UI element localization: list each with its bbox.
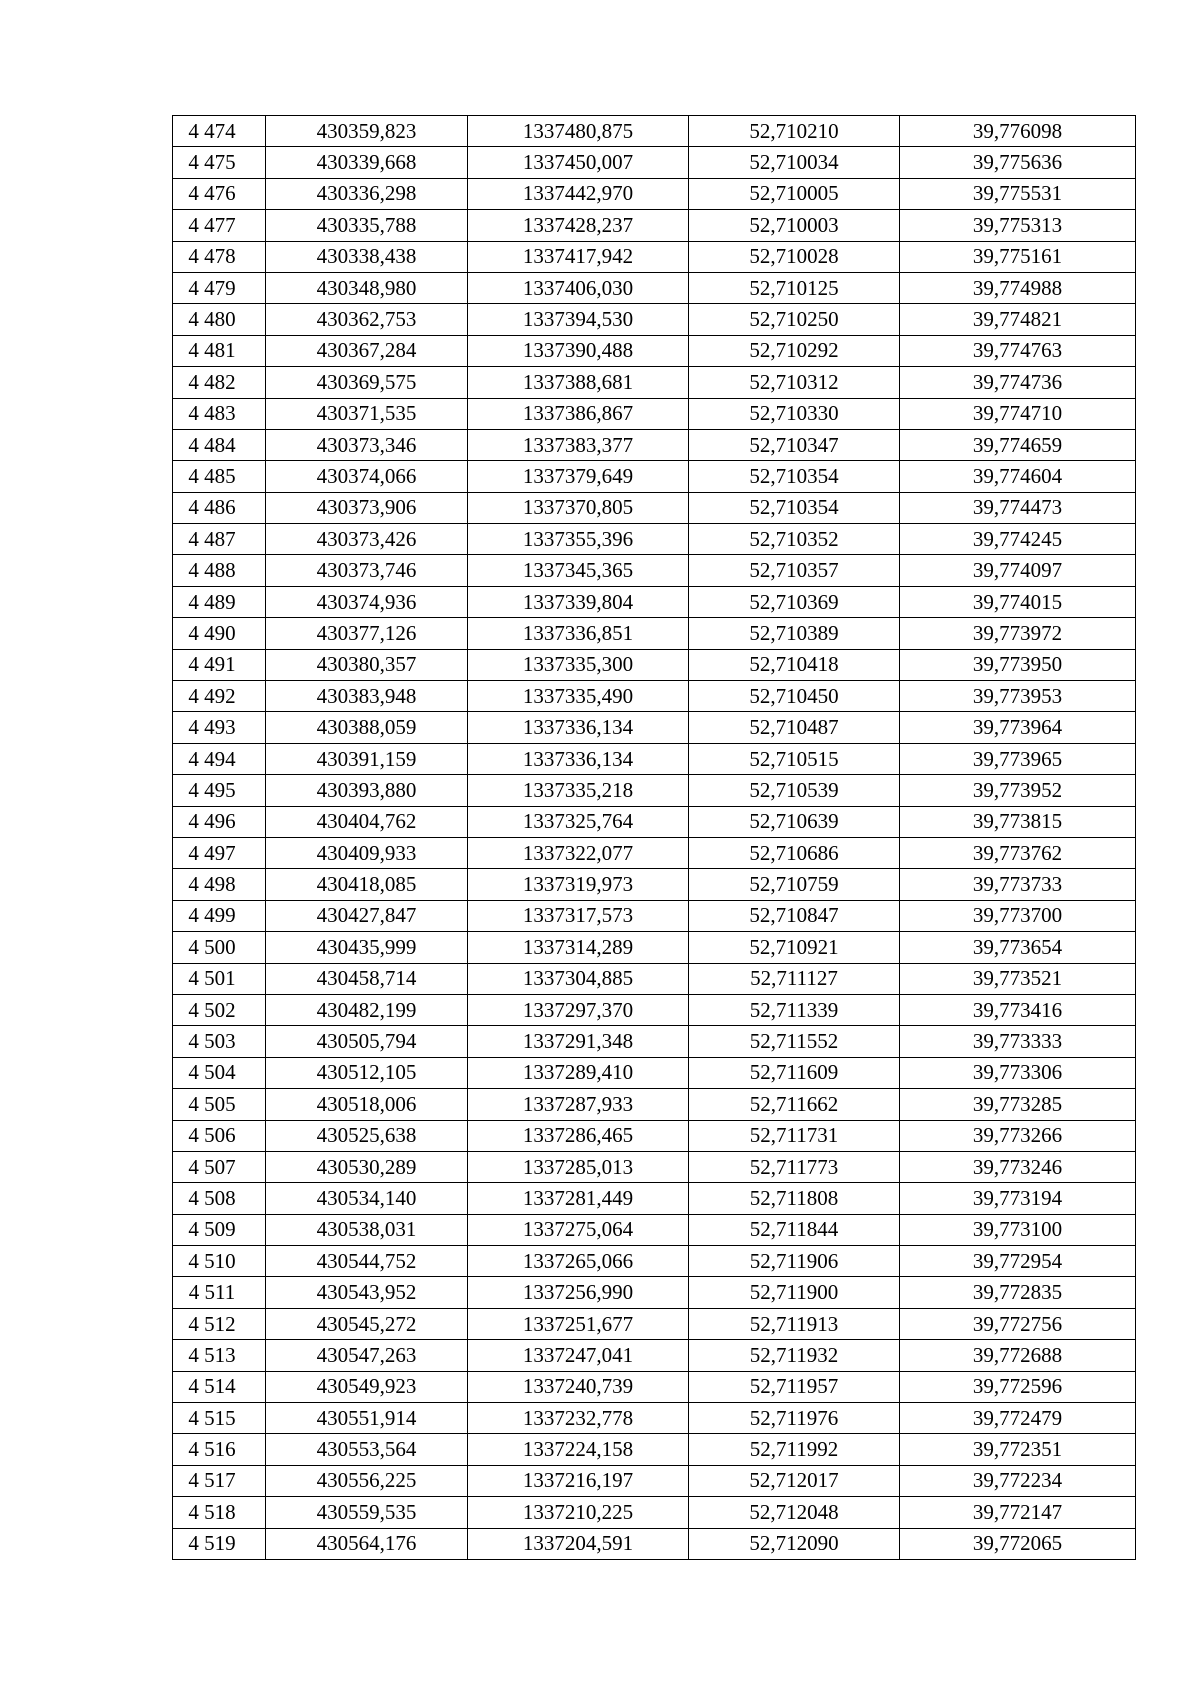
y-coordinate-cell: 1337336,134 xyxy=(468,743,689,774)
x-coordinate-cell: 430388,059 xyxy=(266,712,468,743)
point-number-cell: 4 486 xyxy=(173,492,266,523)
point-number-cell: 4 482 xyxy=(173,367,266,398)
table-row xyxy=(173,555,1136,586)
latitude-cell: 52,710250 xyxy=(689,304,900,335)
longitude-cell: 39,774763 xyxy=(900,335,1136,366)
table-row xyxy=(173,1151,1136,1182)
y-coordinate-cell: 1337247,041 xyxy=(468,1340,689,1371)
table-row xyxy=(173,524,1136,555)
longitude-cell: 39,772351 xyxy=(900,1434,1136,1465)
longitude-cell: 39,772835 xyxy=(900,1277,1136,1308)
x-coordinate-cell: 430544,752 xyxy=(266,1246,468,1277)
x-coordinate-cell: 430338,438 xyxy=(266,241,468,272)
y-coordinate-cell: 1337265,066 xyxy=(468,1246,689,1277)
table-row xyxy=(173,178,1136,209)
x-coordinate-cell: 430409,933 xyxy=(266,837,468,868)
x-coordinate-cell: 430373,746 xyxy=(266,555,468,586)
point-number-cell: 4 504 xyxy=(173,1057,266,1088)
latitude-cell: 52,711662 xyxy=(689,1089,900,1120)
y-coordinate-cell: 1337386,867 xyxy=(468,398,689,429)
latitude-cell: 52,710354 xyxy=(689,492,900,523)
x-coordinate-cell: 430505,794 xyxy=(266,1026,468,1057)
y-coordinate-cell: 1337204,591 xyxy=(468,1528,689,1559)
latitude-cell: 52,710005 xyxy=(689,178,900,209)
longitude-cell: 39,774245 xyxy=(900,524,1136,555)
y-coordinate-cell: 1337317,573 xyxy=(468,900,689,931)
y-coordinate-cell: 1337297,370 xyxy=(468,994,689,1025)
point-number-cell: 4 485 xyxy=(173,461,266,492)
y-coordinate-cell: 1337339,804 xyxy=(468,586,689,617)
longitude-cell: 39,773965 xyxy=(900,743,1136,774)
x-coordinate-cell: 430335,788 xyxy=(266,210,468,241)
point-number-cell: 4 516 xyxy=(173,1434,266,1465)
x-coordinate-cell: 430377,126 xyxy=(266,618,468,649)
point-number-cell: 4 518 xyxy=(173,1497,266,1528)
point-number-cell: 4 495 xyxy=(173,775,266,806)
latitude-cell: 52,710418 xyxy=(689,649,900,680)
point-number-cell: 4 492 xyxy=(173,681,266,712)
longitude-cell: 39,774097 xyxy=(900,555,1136,586)
y-coordinate-cell: 1337281,449 xyxy=(468,1183,689,1214)
latitude-cell: 52,711906 xyxy=(689,1246,900,1277)
x-coordinate-cell: 430383,948 xyxy=(266,681,468,712)
table-row xyxy=(173,335,1136,366)
x-coordinate-cell: 430518,006 xyxy=(266,1089,468,1120)
table-row xyxy=(173,1434,1136,1465)
point-number-cell: 4 488 xyxy=(173,555,266,586)
table-row xyxy=(173,398,1136,429)
y-coordinate-cell: 1337335,218 xyxy=(468,775,689,806)
longitude-cell: 39,772756 xyxy=(900,1308,1136,1339)
point-number-cell: 4 501 xyxy=(173,963,266,994)
longitude-cell: 39,774988 xyxy=(900,272,1136,303)
longitude-cell: 39,773733 xyxy=(900,869,1136,900)
latitude-cell: 52,711731 xyxy=(689,1120,900,1151)
table-row xyxy=(173,492,1136,523)
x-coordinate-cell: 430404,762 xyxy=(266,806,468,837)
x-coordinate-cell: 430359,823 xyxy=(266,116,468,147)
longitude-cell: 39,773521 xyxy=(900,963,1136,994)
point-number-cell: 4 499 xyxy=(173,900,266,931)
y-coordinate-cell: 1337417,942 xyxy=(468,241,689,272)
y-coordinate-cell: 1337335,300 xyxy=(468,649,689,680)
latitude-cell: 52,710357 xyxy=(689,555,900,586)
longitude-cell: 39,773654 xyxy=(900,932,1136,963)
latitude-cell: 52,710759 xyxy=(689,869,900,900)
point-number-cell: 4 478 xyxy=(173,241,266,272)
table-row xyxy=(173,1371,1136,1402)
x-coordinate-cell: 430348,980 xyxy=(266,272,468,303)
x-coordinate-cell: 430512,105 xyxy=(266,1057,468,1088)
longitude-cell: 39,773416 xyxy=(900,994,1136,1025)
x-coordinate-cell: 430418,085 xyxy=(266,869,468,900)
latitude-cell: 52,710487 xyxy=(689,712,900,743)
y-coordinate-cell: 1337480,875 xyxy=(468,116,689,147)
point-number-cell: 4 489 xyxy=(173,586,266,617)
latitude-cell: 52,710034 xyxy=(689,147,900,178)
latitude-cell: 52,710003 xyxy=(689,210,900,241)
latitude-cell: 52,711900 xyxy=(689,1277,900,1308)
table-row xyxy=(173,649,1136,680)
coordinates-table-body xyxy=(173,116,1136,1560)
x-coordinate-cell: 430374,936 xyxy=(266,586,468,617)
longitude-cell: 39,775636 xyxy=(900,147,1136,178)
longitude-cell: 39,773306 xyxy=(900,1057,1136,1088)
table-row xyxy=(173,963,1136,994)
x-coordinate-cell: 430369,575 xyxy=(266,367,468,398)
x-coordinate-cell: 430564,176 xyxy=(266,1528,468,1559)
x-coordinate-cell: 430373,906 xyxy=(266,492,468,523)
longitude-cell: 39,772479 xyxy=(900,1403,1136,1434)
table-row xyxy=(173,1308,1136,1339)
y-coordinate-cell: 1337336,134 xyxy=(468,712,689,743)
latitude-cell: 52,710686 xyxy=(689,837,900,868)
point-number-cell: 4 512 xyxy=(173,1308,266,1339)
latitude-cell: 52,711976 xyxy=(689,1403,900,1434)
y-coordinate-cell: 1337355,396 xyxy=(468,524,689,555)
y-coordinate-cell: 1337428,237 xyxy=(468,210,689,241)
latitude-cell: 52,710539 xyxy=(689,775,900,806)
x-coordinate-cell: 430525,638 xyxy=(266,1120,468,1151)
x-coordinate-cell: 430362,753 xyxy=(266,304,468,335)
longitude-cell: 39,773100 xyxy=(900,1214,1136,1245)
longitude-cell: 39,773950 xyxy=(900,649,1136,680)
table-row xyxy=(173,869,1136,900)
table-row xyxy=(173,994,1136,1025)
table-row xyxy=(173,775,1136,806)
x-coordinate-cell: 430373,426 xyxy=(266,524,468,555)
latitude-cell: 52,711913 xyxy=(689,1308,900,1339)
point-number-cell: 4 510 xyxy=(173,1246,266,1277)
point-number-cell: 4 505 xyxy=(173,1089,266,1120)
latitude-cell: 52,710369 xyxy=(689,586,900,617)
y-coordinate-cell: 1337450,007 xyxy=(468,147,689,178)
point-number-cell: 4 496 xyxy=(173,806,266,837)
table-row xyxy=(173,1465,1136,1496)
point-number-cell: 4 474 xyxy=(173,116,266,147)
longitude-cell: 39,773762 xyxy=(900,837,1136,868)
longitude-cell: 39,773194 xyxy=(900,1183,1136,1214)
point-number-cell: 4 506 xyxy=(173,1120,266,1151)
y-coordinate-cell: 1337256,990 xyxy=(468,1277,689,1308)
x-coordinate-cell: 430559,535 xyxy=(266,1497,468,1528)
latitude-cell: 52,710639 xyxy=(689,806,900,837)
table-row xyxy=(173,932,1136,963)
point-number-cell: 4 507 xyxy=(173,1151,266,1182)
longitude-cell: 39,773285 xyxy=(900,1089,1136,1120)
point-number-cell: 4 514 xyxy=(173,1371,266,1402)
y-coordinate-cell: 1337285,013 xyxy=(468,1151,689,1182)
x-coordinate-cell: 430374,066 xyxy=(266,461,468,492)
x-coordinate-cell: 430391,159 xyxy=(266,743,468,774)
y-coordinate-cell: 1337383,377 xyxy=(468,429,689,460)
latitude-cell: 52,710354 xyxy=(689,461,900,492)
x-coordinate-cell: 430556,225 xyxy=(266,1465,468,1496)
x-coordinate-cell: 430551,914 xyxy=(266,1403,468,1434)
table-row xyxy=(173,586,1136,617)
table-row xyxy=(173,461,1136,492)
point-number-cell: 4 508 xyxy=(173,1183,266,1214)
x-coordinate-cell: 430373,346 xyxy=(266,429,468,460)
y-coordinate-cell: 1337224,158 xyxy=(468,1434,689,1465)
x-coordinate-cell: 430553,564 xyxy=(266,1434,468,1465)
longitude-cell: 39,772954 xyxy=(900,1246,1136,1277)
longitude-cell: 39,773246 xyxy=(900,1151,1136,1182)
latitude-cell: 52,711552 xyxy=(689,1026,900,1057)
latitude-cell: 52,711992 xyxy=(689,1434,900,1465)
point-number-cell: 4 483 xyxy=(173,398,266,429)
longitude-cell: 39,772234 xyxy=(900,1465,1136,1496)
point-number-cell: 4 515 xyxy=(173,1403,266,1434)
y-coordinate-cell: 1337442,970 xyxy=(468,178,689,209)
point-number-cell: 4 500 xyxy=(173,932,266,963)
y-coordinate-cell: 1337388,681 xyxy=(468,367,689,398)
table-row xyxy=(173,429,1136,460)
longitude-cell: 39,775313 xyxy=(900,210,1136,241)
y-coordinate-cell: 1337287,933 xyxy=(468,1089,689,1120)
latitude-cell: 52,710450 xyxy=(689,681,900,712)
y-coordinate-cell: 1337216,197 xyxy=(468,1465,689,1496)
longitude-cell: 39,774821 xyxy=(900,304,1136,335)
table-row xyxy=(173,1214,1136,1245)
x-coordinate-cell: 430367,284 xyxy=(266,335,468,366)
y-coordinate-cell: 1337394,530 xyxy=(468,304,689,335)
latitude-cell: 52,712048 xyxy=(689,1497,900,1528)
latitude-cell: 52,712090 xyxy=(689,1528,900,1559)
y-coordinate-cell: 1337370,805 xyxy=(468,492,689,523)
table-row xyxy=(173,618,1136,649)
x-coordinate-cell: 430435,999 xyxy=(266,932,468,963)
y-coordinate-cell: 1337289,410 xyxy=(468,1057,689,1088)
point-number-cell: 4 475 xyxy=(173,147,266,178)
longitude-cell: 39,772596 xyxy=(900,1371,1136,1402)
longitude-cell: 39,773266 xyxy=(900,1120,1136,1151)
longitude-cell: 39,774736 xyxy=(900,367,1136,398)
x-coordinate-cell: 430543,952 xyxy=(266,1277,468,1308)
table-row xyxy=(173,837,1136,868)
y-coordinate-cell: 1337379,649 xyxy=(468,461,689,492)
table-row xyxy=(173,1277,1136,1308)
y-coordinate-cell: 1337345,365 xyxy=(468,555,689,586)
longitude-cell: 39,776098 xyxy=(900,116,1136,147)
point-number-cell: 4 502 xyxy=(173,994,266,1025)
table-row xyxy=(173,1340,1136,1371)
x-coordinate-cell: 430380,357 xyxy=(266,649,468,680)
y-coordinate-cell: 1337314,289 xyxy=(468,932,689,963)
y-coordinate-cell: 1337240,739 xyxy=(468,1371,689,1402)
table-row xyxy=(173,272,1136,303)
longitude-cell: 39,774473 xyxy=(900,492,1136,523)
x-coordinate-cell: 430547,263 xyxy=(266,1340,468,1371)
latitude-cell: 52,710125 xyxy=(689,272,900,303)
table-row xyxy=(173,1057,1136,1088)
point-number-cell: 4 503 xyxy=(173,1026,266,1057)
latitude-cell: 52,710921 xyxy=(689,932,900,963)
table-row xyxy=(173,304,1136,335)
y-coordinate-cell: 1337232,778 xyxy=(468,1403,689,1434)
table-row xyxy=(173,712,1136,743)
latitude-cell: 52,711339 xyxy=(689,994,900,1025)
x-coordinate-cell: 430339,668 xyxy=(266,147,468,178)
longitude-cell: 39,774710 xyxy=(900,398,1136,429)
x-coordinate-cell: 430538,031 xyxy=(266,1214,468,1245)
longitude-cell: 39,773972 xyxy=(900,618,1136,649)
latitude-cell: 52,710028 xyxy=(689,241,900,272)
longitude-cell: 39,774659 xyxy=(900,429,1136,460)
table-row xyxy=(173,210,1136,241)
latitude-cell: 52,710210 xyxy=(689,116,900,147)
longitude-cell: 39,772147 xyxy=(900,1497,1136,1528)
point-number-cell: 4 509 xyxy=(173,1214,266,1245)
table-row xyxy=(173,806,1136,837)
latitude-cell: 52,710847 xyxy=(689,900,900,931)
point-number-cell: 4 491 xyxy=(173,649,266,680)
table-row xyxy=(173,1120,1136,1151)
x-coordinate-cell: 430336,298 xyxy=(266,178,468,209)
point-number-cell: 4 477 xyxy=(173,210,266,241)
table-row xyxy=(173,743,1136,774)
longitude-cell: 39,773953 xyxy=(900,681,1136,712)
latitude-cell: 52,712017 xyxy=(689,1465,900,1496)
point-number-cell: 4 498 xyxy=(173,869,266,900)
latitude-cell: 52,710352 xyxy=(689,524,900,555)
longitude-cell: 39,772688 xyxy=(900,1340,1136,1371)
point-number-cell: 4 490 xyxy=(173,618,266,649)
x-coordinate-cell: 430458,714 xyxy=(266,963,468,994)
point-number-cell: 4 479 xyxy=(173,272,266,303)
y-coordinate-cell: 1337319,973 xyxy=(468,869,689,900)
x-coordinate-cell: 430530,289 xyxy=(266,1151,468,1182)
point-number-cell: 4 487 xyxy=(173,524,266,555)
longitude-cell: 39,775161 xyxy=(900,241,1136,272)
latitude-cell: 52,711808 xyxy=(689,1183,900,1214)
point-number-cell: 4 517 xyxy=(173,1465,266,1496)
y-coordinate-cell: 1337325,764 xyxy=(468,806,689,837)
y-coordinate-cell: 1337304,885 xyxy=(468,963,689,994)
longitude-cell: 39,773815 xyxy=(900,806,1136,837)
longitude-cell: 39,775531 xyxy=(900,178,1136,209)
latitude-cell: 52,711773 xyxy=(689,1151,900,1182)
table-row xyxy=(173,1246,1136,1277)
latitude-cell: 52,710347 xyxy=(689,429,900,460)
longitude-cell: 39,773964 xyxy=(900,712,1136,743)
latitude-cell: 52,710515 xyxy=(689,743,900,774)
y-coordinate-cell: 1337390,488 xyxy=(468,335,689,366)
latitude-cell: 52,711932 xyxy=(689,1340,900,1371)
y-coordinate-cell: 1337286,465 xyxy=(468,1120,689,1151)
longitude-cell: 39,774604 xyxy=(900,461,1136,492)
latitude-cell: 52,711957 xyxy=(689,1371,900,1402)
table-row xyxy=(173,1403,1136,1434)
table-row xyxy=(173,116,1136,147)
table-row xyxy=(173,367,1136,398)
longitude-cell: 39,773333 xyxy=(900,1026,1136,1057)
point-number-cell: 4 513 xyxy=(173,1340,266,1371)
point-number-cell: 4 476 xyxy=(173,178,266,209)
y-coordinate-cell: 1337210,225 xyxy=(468,1497,689,1528)
latitude-cell: 52,710312 xyxy=(689,367,900,398)
longitude-cell: 39,774015 xyxy=(900,586,1136,617)
table-row xyxy=(173,1026,1136,1057)
y-coordinate-cell: 1337291,348 xyxy=(468,1026,689,1057)
x-coordinate-cell: 430482,199 xyxy=(266,994,468,1025)
coordinates-table xyxy=(172,115,1136,1560)
x-coordinate-cell: 430545,272 xyxy=(266,1308,468,1339)
table-row xyxy=(173,1183,1136,1214)
latitude-cell: 52,710330 xyxy=(689,398,900,429)
y-coordinate-cell: 1337275,064 xyxy=(468,1214,689,1245)
latitude-cell: 52,711609 xyxy=(689,1057,900,1088)
latitude-cell: 52,710292 xyxy=(689,335,900,366)
x-coordinate-cell: 430371,535 xyxy=(266,398,468,429)
table-row xyxy=(173,900,1136,931)
x-coordinate-cell: 430393,880 xyxy=(266,775,468,806)
longitude-cell: 39,773700 xyxy=(900,900,1136,931)
table-row xyxy=(173,241,1136,272)
longitude-cell: 39,772065 xyxy=(900,1528,1136,1559)
table-row xyxy=(173,681,1136,712)
table-row xyxy=(173,1528,1136,1559)
point-number-cell: 4 494 xyxy=(173,743,266,774)
point-number-cell: 4 519 xyxy=(173,1528,266,1559)
y-coordinate-cell: 1337336,851 xyxy=(468,618,689,649)
latitude-cell: 52,711844 xyxy=(689,1214,900,1245)
point-number-cell: 4 480 xyxy=(173,304,266,335)
table-row xyxy=(173,147,1136,178)
latitude-cell: 52,710389 xyxy=(689,618,900,649)
x-coordinate-cell: 430534,140 xyxy=(266,1183,468,1214)
point-number-cell: 4 511 xyxy=(173,1277,266,1308)
point-number-cell: 4 481 xyxy=(173,335,266,366)
y-coordinate-cell: 1337406,030 xyxy=(468,272,689,303)
latitude-cell: 52,711127 xyxy=(689,963,900,994)
point-number-cell: 4 497 xyxy=(173,837,266,868)
x-coordinate-cell: 430549,923 xyxy=(266,1371,468,1402)
y-coordinate-cell: 1337251,677 xyxy=(468,1308,689,1339)
table-row xyxy=(173,1497,1136,1528)
point-number-cell: 4 484 xyxy=(173,429,266,460)
y-coordinate-cell: 1337322,077 xyxy=(468,837,689,868)
longitude-cell: 39,773952 xyxy=(900,775,1136,806)
y-coordinate-cell: 1337335,490 xyxy=(468,681,689,712)
x-coordinate-cell: 430427,847 xyxy=(266,900,468,931)
table-row xyxy=(173,1089,1136,1120)
point-number-cell: 4 493 xyxy=(173,712,266,743)
